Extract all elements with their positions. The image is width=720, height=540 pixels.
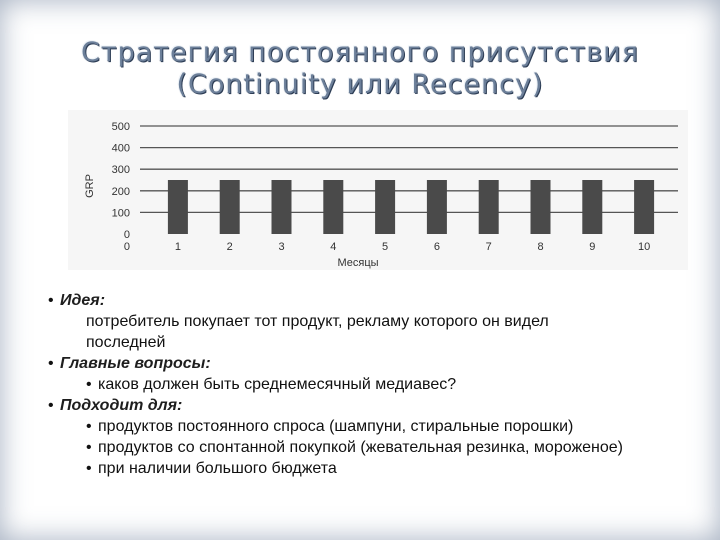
questions-heading: Главные вопросы: [60, 355, 211, 372]
slide-title-line-1: Стратегия постоянного присутствия [81, 37, 639, 68]
bullet: • [48, 292, 54, 309]
x-tick-label: 1 [174, 241, 181, 253]
bullet: • [86, 376, 92, 393]
x-tick-label: 4 [330, 241, 337, 253]
bar [168, 180, 188, 234]
y-tick-label: 0 [123, 229, 130, 241]
idea-item [48, 290, 708, 311]
x-axis-label: Месяцы [337, 257, 379, 269]
bar [634, 180, 654, 234]
bullet: • [48, 355, 54, 372]
y-axis-label: GRP [84, 174, 96, 198]
y-tick-label: 500 [111, 121, 130, 133]
x-tick-label: 9 [589, 241, 596, 253]
bullet: • [48, 397, 54, 414]
x-tick-label: 3 [278, 241, 285, 253]
x-origin-label: 0 [123, 241, 130, 253]
bar [582, 180, 602, 234]
bullet: • [86, 418, 92, 435]
x-tick-label: 2 [226, 241, 233, 253]
idea-text: потребитель покупает тот продукт, рекламу которого он видел последней [86, 313, 549, 351]
fits-item-3 [48, 458, 708, 479]
bar [272, 180, 292, 234]
bar [323, 180, 343, 234]
slide-body [48, 290, 708, 479]
grp-chart [68, 110, 688, 270]
y-tick-label: 100 [111, 207, 130, 220]
bar [479, 180, 499, 234]
bar [531, 180, 551, 234]
bar [427, 180, 447, 234]
question-item [48, 374, 708, 395]
bar [220, 180, 240, 234]
y-tick-label: 300 [111, 164, 130, 177]
fits-item-1 [48, 416, 708, 437]
bar [375, 180, 395, 234]
x-tick-label: 8 [537, 241, 544, 253]
grp-chart-svg [68, 110, 688, 270]
question-text: каков должен быть среднемесячный медиавес? [98, 376, 457, 393]
fits-text: продуктов со спонтанной покупкой (жевательная резинка, мороженое) [98, 439, 624, 456]
x-tick-label: 5 [382, 241, 389, 253]
y-tick-label: 400 [111, 142, 130, 155]
x-tick-label: 6 [433, 241, 440, 253]
questions-item [48, 353, 708, 374]
fits-heading: Подходит для: [60, 397, 183, 414]
idea-heading: Идея: [60, 292, 106, 309]
y-tick-label: 200 [111, 185, 130, 198]
bullet: • [86, 439, 92, 456]
slide-title-line-2: (Continuity или Recency) [176, 69, 544, 100]
x-tick-label: 10 [637, 241, 651, 253]
fits-text: при наличии большого бюджета [98, 460, 337, 477]
fits-item-2 [48, 437, 708, 458]
fits-item [48, 395, 708, 416]
bullet: • [86, 460, 92, 477]
fits-text: продуктов постоянного спроса (шампуни, стиральные порошки) [98, 418, 574, 435]
x-tick-label: 7 [485, 241, 492, 253]
